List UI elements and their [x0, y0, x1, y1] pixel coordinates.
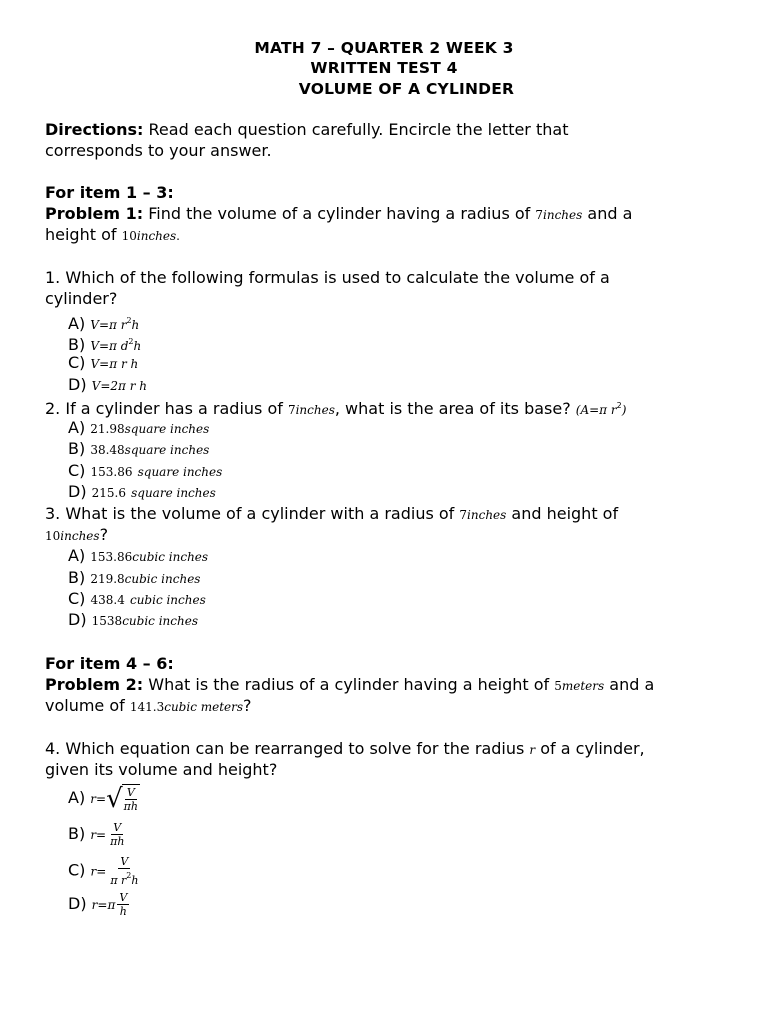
- square-root: √ $\frac{V}{\pi h}$: [106, 783, 138, 814]
- group2-heading: For item 4 – 6:: [45, 654, 174, 673]
- header-line-3: VOLUME OF A CYLINDER: [298, 80, 515, 98]
- q1-option-a[interactable]: A) V=π $r^2h$: [68, 314, 140, 333]
- q2-option-c[interactable]: C) 153.86 square inches: [68, 461, 223, 480]
- q4-option-a[interactable]: A) r= √ $\frac{V}{\pi h}$: [68, 783, 138, 814]
- q3-option-d[interactable]: D) 1538cubic inches: [68, 610, 198, 629]
- problem2-line-1: Problem 2: What is the radius of a cylinder having a height of 5meters and a: [45, 675, 655, 694]
- group1-heading: For item 1 – 3:: [45, 183, 174, 202]
- q3-option-b[interactable]: B) 219.8cubic inches: [68, 568, 201, 587]
- header-line-2: WRITTEN TEST 4: [310, 59, 458, 77]
- q3-text-2: 10inches?: [45, 525, 109, 544]
- directions-line-1: Directions: Read each question carefully. Encircle the letter that: [45, 120, 569, 139]
- q4-text-2: given its volume and height?: [45, 760, 278, 779]
- q4-option-d[interactable]: D) r=π $\frac{V}{h}$: [68, 891, 128, 918]
- q4-option-b[interactable]: B) r= $\frac{V}{\pi h}$: [68, 821, 125, 848]
- q3-option-c[interactable]: C) 438.4 cubic inches: [68, 589, 206, 608]
- directions-line-2: corresponds to your answer.: [45, 141, 272, 160]
- fraction: $\frac{V}{\pi h}$: [110, 821, 125, 848]
- problem2-label: Problem 2:: [45, 675, 144, 694]
- header-line-1: MATH 7 – QUARTER 2 WEEK 3: [254, 39, 514, 57]
- problem1-label: Problem 1:: [45, 204, 144, 223]
- q1-text-1: 1. Which of the following formulas is used to calculate the volume of a: [45, 268, 610, 287]
- q2-option-b[interactable]: B) 38.48square inches: [68, 439, 210, 458]
- q3-option-a[interactable]: A) 153.86cubic inches: [68, 546, 209, 565]
- q4-option-c[interactable]: C) r= $\frac{V}{\pi r^2h}$: [68, 855, 139, 887]
- fraction: $\frac{V}{h}$: [119, 891, 128, 918]
- fraction: $\frac{V}{\pi r^2h}$: [110, 855, 139, 887]
- q3-text-1: 3. What is the volume of a cylinder with a radius of 7inches and height of: [45, 504, 619, 523]
- q1-option-b[interactable]: B) V=π $d^2h$: [68, 335, 142, 354]
- directions-label: Directions:: [45, 120, 144, 139]
- q2-option-d[interactable]: D) 215.6 square inches: [68, 482, 216, 501]
- q1-text-2: cylinder?: [45, 289, 118, 308]
- problem2-line-2: volume of 141.3cubic meters?: [45, 696, 252, 715]
- q2-text: 2. If a cylinder has a radius of 7inches, what is the area of its base? (A=π $r^2$): [45, 399, 627, 418]
- problem1-line-1: Problem 1: Find the volume of a cylinder having a radius of 7inches and a: [45, 204, 633, 223]
- q1-option-d[interactable]: D) V=2π r h: [68, 375, 147, 394]
- problem1-line-2: height of 10inches.: [45, 225, 180, 244]
- q4-text-1: 4. Which equation can be rearranged to solve for the radius r of a cylinder,: [45, 739, 645, 758]
- q2-option-a[interactable]: A) 21.98square inches: [68, 418, 210, 437]
- q1-option-c[interactable]: C) V=π r h: [68, 353, 139, 372]
